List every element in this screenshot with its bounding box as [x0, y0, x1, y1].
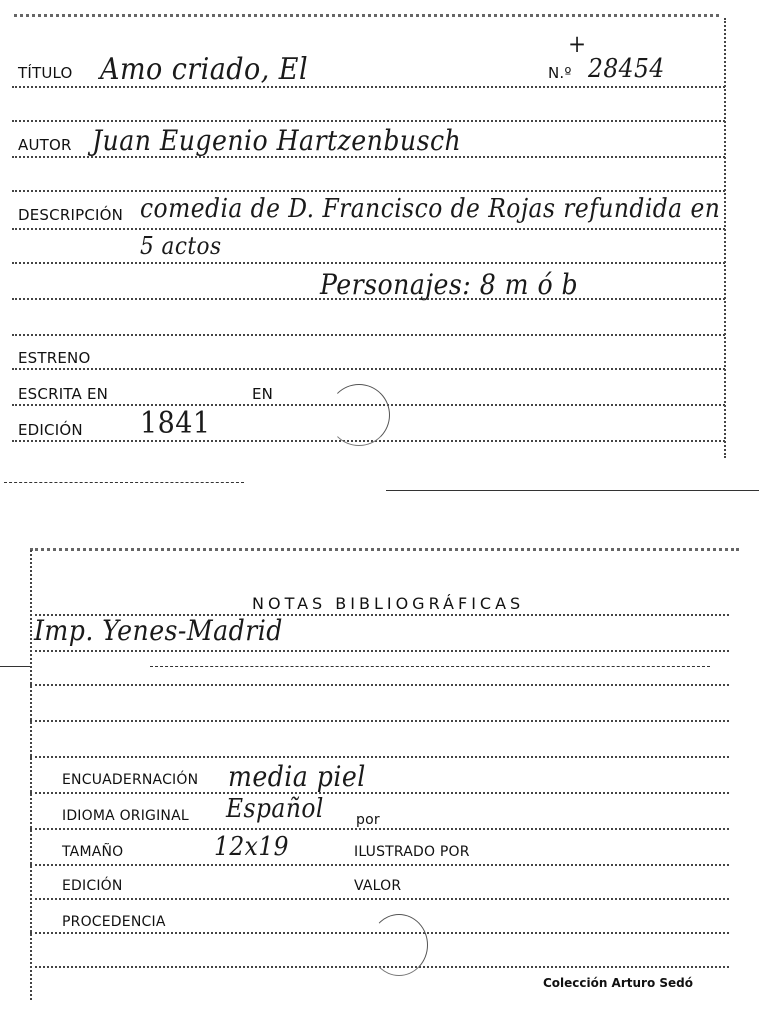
edicion-value: 1841: [140, 406, 211, 441]
rule: [30, 756, 729, 758]
rule: [150, 666, 710, 667]
escrita-label: ESCRITA EN: [18, 385, 109, 403]
rule: [12, 262, 725, 264]
rule: [12, 368, 725, 370]
rule: [12, 190, 725, 192]
edicion-label: EDICIÓN: [18, 421, 83, 439]
idioma-value: Español: [226, 794, 324, 824]
valor-label: VALOR: [354, 878, 402, 894]
edicion-label-2: EDICIÓN: [62, 878, 123, 894]
rule: [30, 898, 729, 900]
rule: [30, 684, 729, 686]
rule: [12, 228, 725, 230]
rule: [30, 720, 729, 722]
card-top-edge: [14, 14, 719, 17]
rule: [12, 86, 725, 88]
encuadernacion-label: ENCUADERNACIÓN: [62, 772, 199, 788]
encuadernacion-value: media piel: [228, 760, 366, 793]
numero-label: N.º: [548, 64, 572, 82]
descripcion-line-2: 5 actos: [140, 232, 222, 260]
margin-mark: [0, 666, 30, 667]
cut-line: [386, 490, 759, 491]
rule: [12, 156, 725, 158]
punch-hole-stamp: [370, 914, 428, 976]
catalog-card-top: [0, 0, 759, 500]
autor-value: Juan Eugenio Hartzenbusch: [92, 124, 462, 157]
numero-value: 28454: [588, 54, 665, 84]
idioma-label: IDIOMA ORIGINAL: [62, 808, 189, 824]
rule: [30, 792, 729, 794]
rule: [12, 298, 725, 300]
titulo-label: TÍTULO: [18, 64, 73, 82]
catalog-card-bottom: [0, 530, 759, 1028]
descripcion-line-1: comedia de D. Francisco de Rojas refundida en: [140, 194, 721, 224]
rule: [12, 120, 725, 122]
autor-label: AUTOR: [18, 136, 72, 154]
por-label: por: [356, 812, 380, 828]
ilustrado-label: ILUSTRADO POR: [354, 844, 470, 860]
rule: [12, 334, 725, 336]
descripcion-label: DESCRIPCIÓN: [18, 206, 124, 224]
rule: [30, 650, 729, 652]
punch-hole-stamp: [328, 384, 390, 446]
tamano-label: TAMAÑO: [62, 844, 124, 860]
procedencia-label: PROCEDENCIA: [62, 914, 166, 930]
notas-heading: NOTAS BIBLIOGRÁFICAS: [252, 594, 525, 613]
cut-line: [4, 482, 244, 483]
rule: [30, 864, 729, 866]
tamano-value: 12x19: [214, 832, 290, 862]
rule: [30, 828, 729, 830]
card-right-edge: [724, 18, 726, 458]
descripcion-line-3: Personajes: 8 m ó b: [320, 268, 579, 301]
card-top-edge: [30, 548, 739, 551]
coleccion-footer: Colección Arturo Sedó: [542, 976, 693, 990]
numero-mark: +: [568, 30, 587, 58]
titulo-value: Amo criado, El: [100, 52, 309, 87]
en-label: EN: [252, 385, 274, 403]
nota-line-1: Imp. Yenes-Madrid: [34, 614, 283, 647]
estreno-label: ESTRENO: [18, 349, 91, 367]
